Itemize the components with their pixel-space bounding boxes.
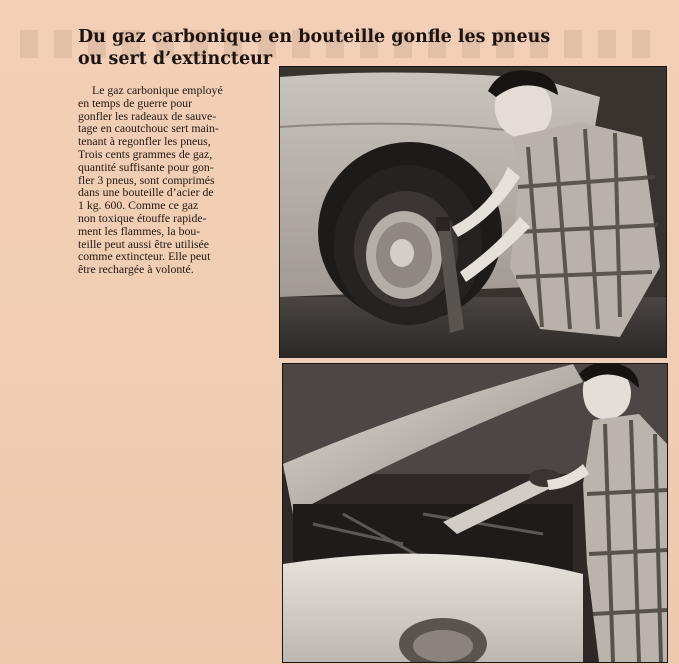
body-line: quantité suffisante pour gon-	[78, 159, 214, 174]
body-line: gonfler les radeaux de sauve-	[78, 108, 217, 123]
body-line: tenant à regonfler les pneus,	[78, 134, 211, 149]
body-line: en temps de guerre pour	[78, 95, 192, 110]
photo-engine-extinguisher	[282, 363, 668, 663]
body-line: Trois cents grammes de gaz,	[78, 146, 213, 161]
body-line: Le gaz carbonique employé	[92, 83, 223, 97]
title-line-1: Du gaz carbonique en bouteille gonfle les pneus	[78, 27, 551, 47]
body-line: teille peut aussi être utilisée	[78, 236, 210, 251]
title-line-2: ou sert d’extincteur	[78, 49, 273, 69]
body-line: non toxique étouffe rapide-	[78, 210, 207, 225]
body-line: être rechargée à volonté.	[78, 262, 194, 277]
body-line: 1 kg. 600. Comme ce gaz	[78, 198, 199, 213]
body-line: ment les flammes, la bou-	[78, 223, 201, 238]
body-line: tage en caoutchouc sert main-	[78, 121, 219, 136]
article-title	[78, 26, 638, 70]
body-line: fler 3 pneus, sont comprimés	[78, 172, 215, 187]
body-line: comme extincteur. Elle peut	[78, 249, 211, 264]
body-line: dans une bouteille d’acier de	[78, 185, 214, 200]
photo-tire-inflation	[279, 66, 667, 360]
article-body	[78, 84, 276, 276]
